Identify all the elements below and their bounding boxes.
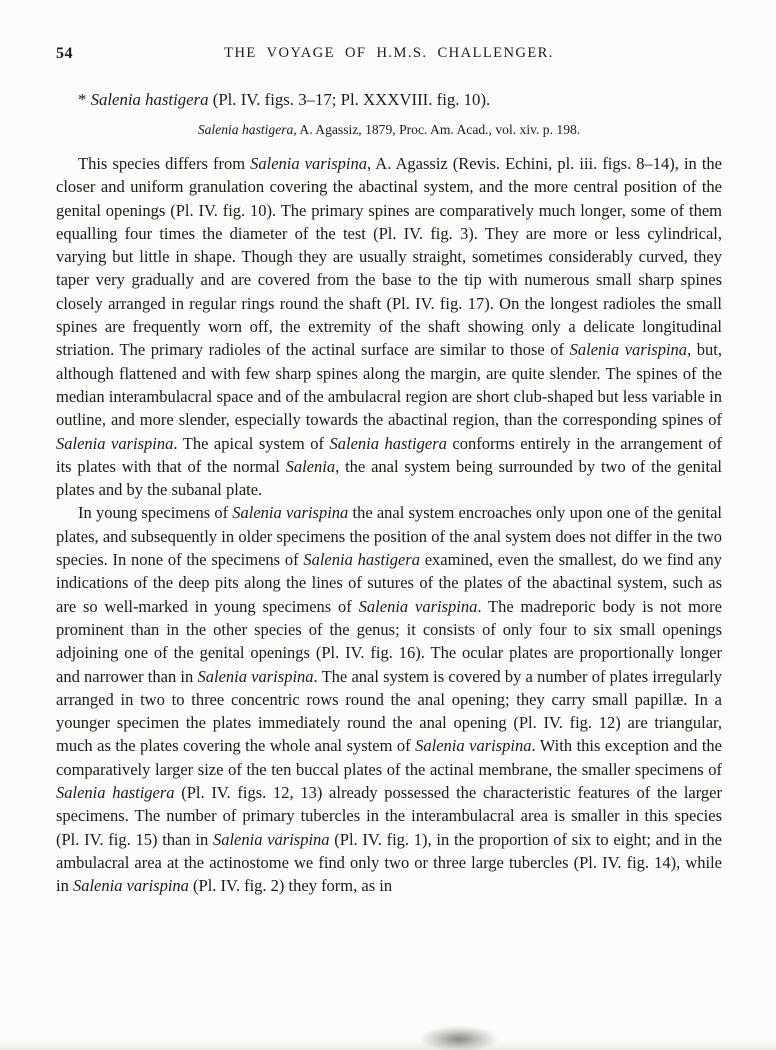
text-run: examined, even the smallest, do we find any indications of the deep pits along the lines of sutures of the plates of the abactinal system, such as are so well-marked in young specimens of (56, 550, 722, 616)
paragraph-1 (56, 152, 722, 501)
species-name-italic: Salenia varispina (232, 503, 349, 523)
text-run: conforms entirely in the arrangement of its plates with that of the normal (56, 433, 723, 476)
species-heading (56, 89, 722, 111)
species-name-italic: Salenia varispina (72, 876, 189, 896)
text-run: , A. Agassiz, 1879, Proc. Am. Acad., vol. xiv. p. 198. (293, 122, 581, 137)
species-name-italic: Salenia varispina (415, 736, 532, 756)
citation-line (56, 121, 722, 138)
text-run: . The anal system is covered by a number of plates irregularly arranged in two to three concentric rows round the anal opening; they carry small papillæ. In a younger specimen the plates immediately round the anal opening (Pl. IV. fig. 12) are triangular, much as the plates covering the whole anal system of (56, 666, 723, 756)
species-name-italic: Salenia varispina (569, 340, 688, 360)
text-run: (Pl. IV. figs. 3–17; Pl. XXXVIII. fig. 10). (208, 90, 491, 109)
text-run: . The apical system of (173, 433, 330, 453)
species-name-italic: Salenia varispina (197, 666, 314, 686)
running-header-title: THE VOYAGE OF H.M.S. CHALLENGER. (224, 45, 554, 61)
paragraph-2 (56, 501, 722, 897)
species-name-italic: Salenia hastigera (56, 783, 175, 803)
species-name-italic: Salenia varispina (212, 829, 330, 849)
page-number: 54 (56, 45, 73, 62)
species-name-italic: Salenia varispina (250, 154, 368, 173)
species-name-italic: Salenia varispina (358, 596, 478, 616)
text-run: . The madreporic body is not more prominent than in the other species of the genus; it consists of only four to six small openings adjoining one of the genital openings (Pl. IV. fig. 16). The ocular plates are proportionally longer and narrower than in (56, 596, 722, 686)
text-run: . With this exception and the comparatively larger size of the ten buccal plates of the actinal membrane, the smaller specimens of (56, 736, 722, 779)
species-name-italic: Salenia hastigera (90, 90, 209, 109)
page-bottom-shade (0, 1040, 776, 1050)
text-run: * (78, 90, 91, 109)
species-name-italic: Salenia varispina (56, 433, 174, 453)
running-head (56, 44, 722, 64)
scan-artifact-smudge (420, 1026, 498, 1050)
text-run: (Pl. IV. figs. 12, 13) already possessed the characteristic features of the larger specimens. The number of primary tubercles in the interambulacral area is smaller in this species (Pl. IV. fig. 15) than in (56, 783, 722, 849)
text-run: , A. Agassiz (Revis. Echini, pl. iii. figs. 8–14), in the closer and uniform granulation covering the abactinal system, and the more central position of the genital openings (Pl. IV. fig. 10). The primary spines are comparatively much longer, some of them equalling four times the diameter of the test (Pl. IV. fig. 3). They are more or less cylindrical, varying but little in shape. Though they are usually straight, sometimes considerably curved, they taper very gradually and are covered from the base to the tip with numerous small sharp spines closely arranged in regular rings round the shaft (Pl. IV. fig. 17). On the longest radioles the small spines are frequently worn off, the extremity of the shaft showing only a delicate longitudinal striation. The primary radioles of the actinal surface are similar to those of (56, 154, 723, 360)
text-run: the anal system encroaches only upon one of the genital plates, and subsequently in older specimens the position of the anal system does not differ in the two species. In none of the specimens of (56, 503, 722, 570)
species-name-italic: Salenia hastigera (197, 122, 294, 137)
text-run: This species differs from (78, 154, 251, 173)
text-run: , the anal system being surrounded by two of the genital plates and by the subanal plate. (56, 456, 722, 500)
text-run: , but, although flattened and with few sharp spines along the margin, are quite slender. The spines of the median interambulacral space and of the ambulacral region are short club-shaped but less variable in outline, and more slender, especially towards the abactinal region, than the corresponding spines of (56, 340, 722, 430)
text-run: (Pl. IV. fig. 2) they form, as in (188, 876, 393, 896)
text-run: In young specimens of (78, 503, 233, 523)
species-name-italic: Salenia hastigera (303, 550, 420, 570)
species-name-italic: Salenia (285, 456, 336, 476)
species-name-italic: Salenia hastigera (329, 433, 447, 453)
text-run: (Pl. IV. fig. 1), in the proportion of six to eight; and in the ambulacral area at the actinostome we find only two or three large tubercles (Pl. IV. fig. 14), while in (56, 829, 722, 896)
